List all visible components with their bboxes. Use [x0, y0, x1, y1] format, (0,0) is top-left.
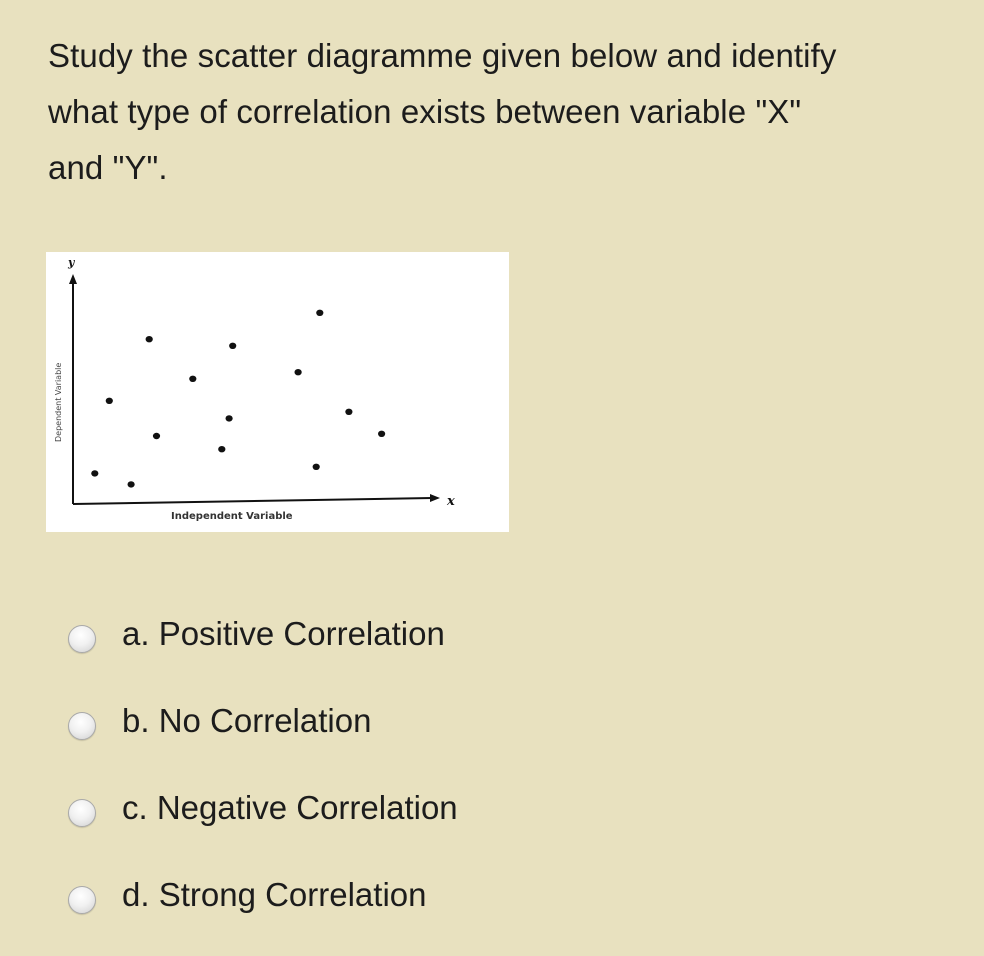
option-a-label: a. Positive Correlation	[122, 614, 445, 652]
radio-option-b[interactable]	[68, 712, 96, 740]
radio-option-d[interactable]	[68, 886, 96, 914]
question-text	[48, 28, 948, 196]
y-axis-letter: y	[68, 256, 75, 269]
data-point-7	[218, 446, 225, 452]
option-c[interactable]	[68, 764, 458, 851]
data-points	[91, 310, 385, 488]
question-line-2: what type of correlation exists between variable "X"	[48, 93, 802, 130]
option-d-label: d. Strong Correlation	[122, 875, 427, 913]
radio-option-a[interactable]	[68, 625, 96, 653]
data-point-5	[153, 433, 160, 439]
y-axis-arrow	[69, 274, 77, 284]
question-line-3: and "Y".	[48, 149, 168, 186]
radio-option-c[interactable]	[68, 799, 96, 827]
data-point-10	[295, 369, 302, 375]
data-point-13	[345, 409, 352, 415]
data-point-1	[91, 470, 98, 476]
data-point-12	[316, 310, 323, 316]
x-axis-label: Independent Variable	[171, 511, 293, 522]
option-b-label: b. No Correlation	[122, 701, 372, 739]
y-axis-label: Dependent Variable	[54, 362, 63, 442]
question-line-1: Study the scatter diagramme given below and identify	[48, 37, 837, 74]
data-point-6	[189, 376, 196, 382]
answer-options	[68, 590, 458, 938]
x-axis-arrow	[430, 494, 440, 502]
data-point-2	[106, 398, 113, 404]
data-point-9	[229, 343, 236, 349]
x-axis-line	[73, 498, 432, 504]
data-point-8	[226, 415, 233, 421]
option-b[interactable]	[68, 677, 458, 764]
option-d[interactable]	[68, 851, 458, 938]
data-point-14	[378, 431, 385, 437]
scatter-diagram	[46, 252, 509, 532]
option-a[interactable]	[68, 590, 458, 677]
data-point-4	[146, 336, 153, 342]
option-c-label: c. Negative Correlation	[122, 788, 458, 826]
scatter-plot	[46, 252, 509, 532]
x-axis-letter: x	[447, 494, 455, 509]
data-point-11	[313, 464, 320, 470]
data-point-3	[128, 481, 135, 487]
